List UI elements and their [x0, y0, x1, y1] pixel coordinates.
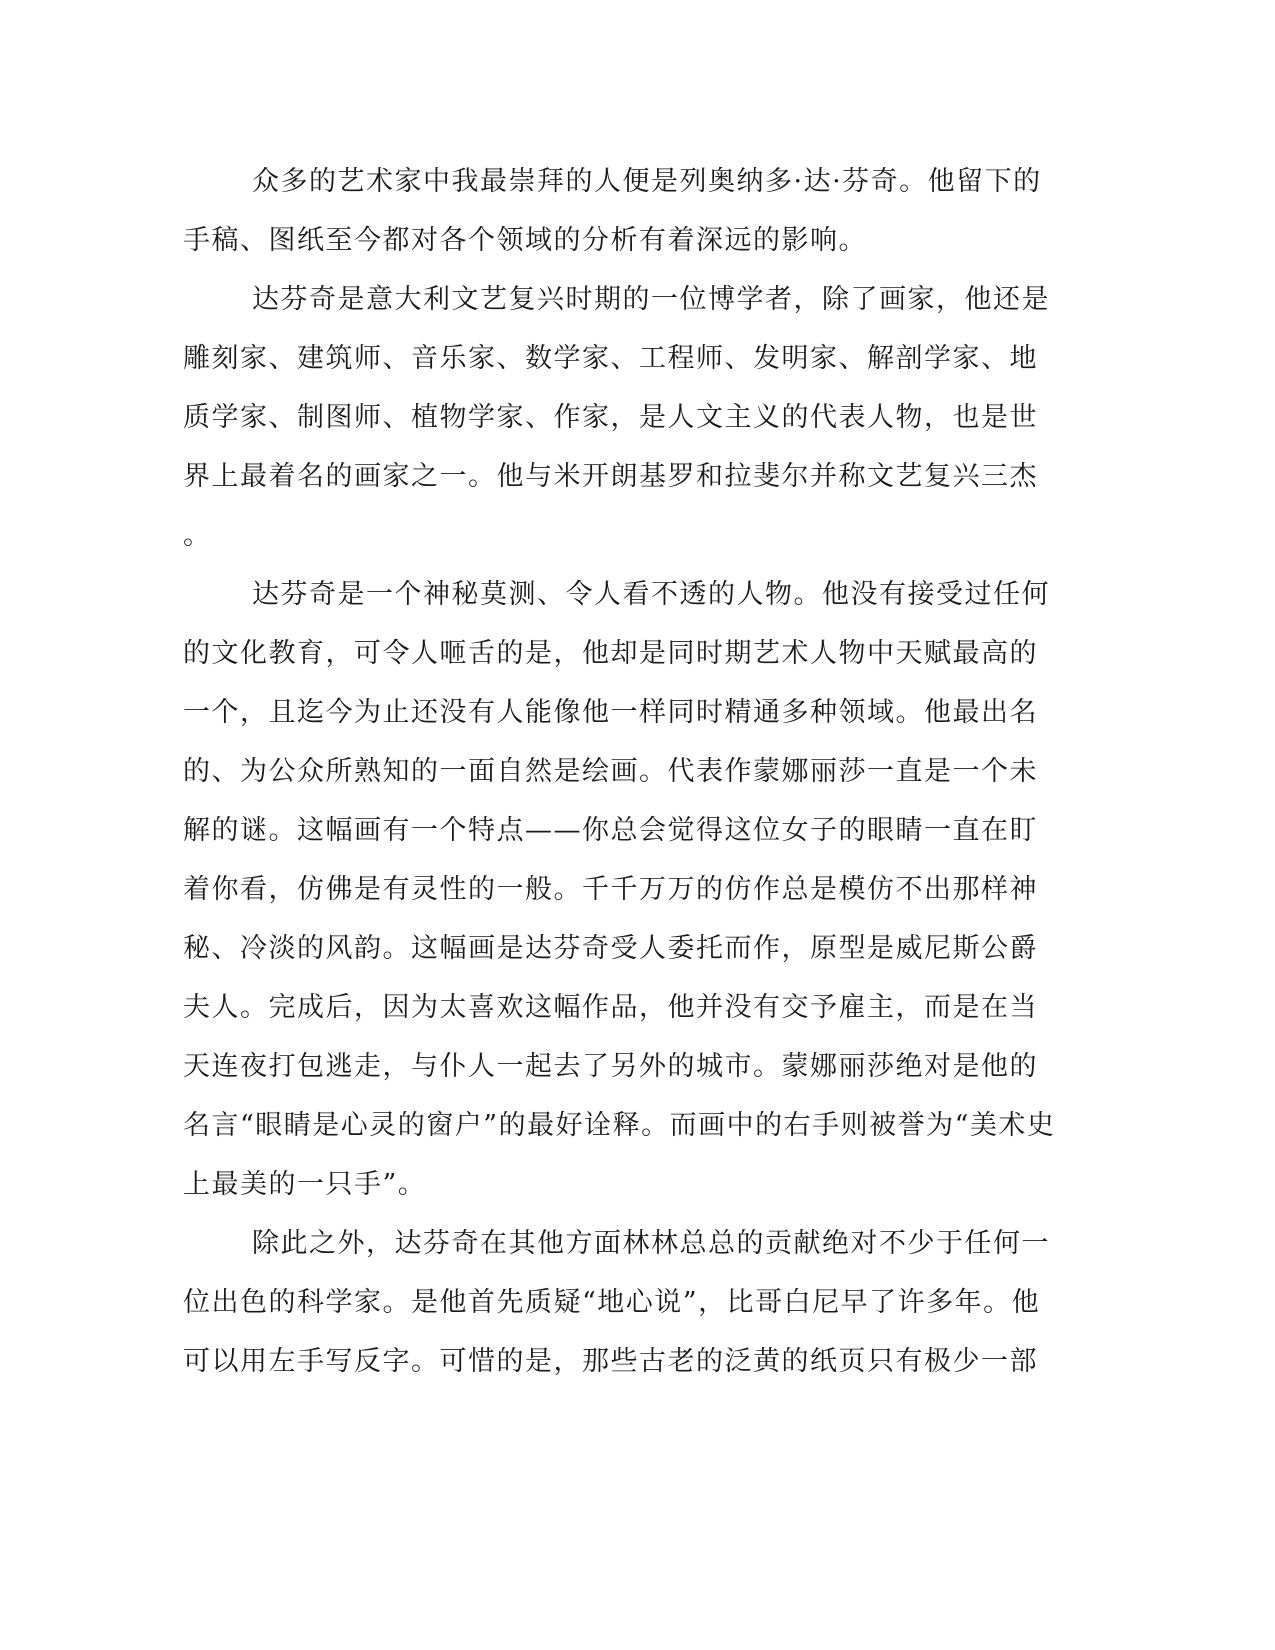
- text-line: 界上最着名的画家之一。他与米开朗基罗和拉斐尔并称文艺复兴三杰: [183, 461, 1038, 492]
- text-line: 上最美的一只手”。: [183, 1169, 427, 1200]
- text-line: 解的谜。这幅画有一个特点——你总会觉得这位女子的眼睛一直在盯: [183, 815, 1038, 846]
- text-line: 雕刻家、建筑师、音乐家、数学家、工程师、发明家、解剖学家、地: [183, 343, 1038, 374]
- text-line: 位出色的科学家。是他首先质疑“地心说”，比哥白尼早了许多年。他: [183, 1287, 1041, 1318]
- text-line: 秘、冷淡的风韵。这幅画是达芬奇受人委托而作，原型是威尼斯公爵: [183, 933, 1038, 964]
- paragraph-2: [183, 270, 1050, 565]
- text-line: 夫人。完成后，因为太喜欢这幅作品，他并没有交予雇主，而是在当: [183, 992, 1038, 1023]
- paragraph-3: [183, 565, 1056, 1214]
- paragraph-1: [183, 152, 1042, 270]
- text-line: 质学家、制图师、植物学家、作家，是人文主义的代表人物，也是世: [183, 402, 1038, 433]
- text-line: 手稿、图纸至今都对各个领域的分析有着深远的影响。: [183, 225, 867, 256]
- text-line: 除此之外，达芬奇在其他方面林林总总的贡献绝对不少于任何一: [252, 1228, 1050, 1259]
- text-line: 着你看，仿佛是有灵性的一般。千千万万的仿作总是模仿不出那样神: [183, 874, 1038, 905]
- text-line: 名言“眼睛是心灵的窗户”的最好诠释。而画中的右手则被誉为“美术史: [183, 1110, 1056, 1141]
- text-line: 一个，且迄今为止还没有人能像他一样同时精通多种领域。他最出名: [183, 697, 1038, 728]
- text-line: 可以用左手写反字。可惜的是，那些古老的泛黄的纸页只有极少一部: [183, 1346, 1038, 1377]
- text-line: 。: [183, 520, 212, 551]
- document-body: [183, 152, 1056, 1391]
- text-line: 的文化教育，可令人咂舌的是，他却是同时期艺术人物中天赋最高的: [183, 638, 1038, 669]
- text-line: 的、为公众所熟知的一面自然是绘画。代表作蒙娜丽莎一直是一个未: [183, 756, 1038, 787]
- text-line: 达芬奇是意大利文艺复兴时期的一位博学者，除了画家，他还是: [252, 284, 1050, 315]
- text-line: 众多的艺术家中我最崇拜的人便是列奥纳多·达·芬奇。他留下的: [252, 166, 1042, 197]
- paragraph-4: [183, 1214, 1050, 1391]
- text-line: 达芬奇是一个神秘莫测、令人看不透的人物。他没有接受过任何: [252, 579, 1050, 610]
- text-line: 天连夜打包逃走，与仆人一起去了另外的城市。蒙娜丽莎绝对是他的: [183, 1051, 1038, 1082]
